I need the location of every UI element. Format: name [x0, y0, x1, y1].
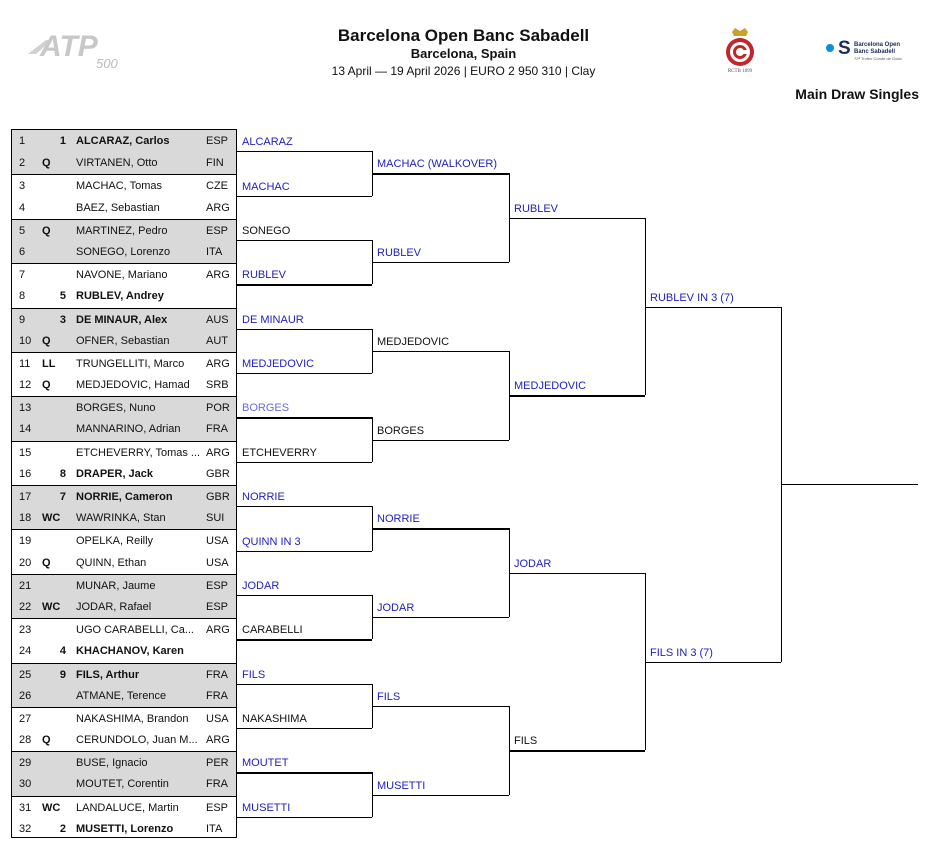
entry-seed: 1: [59, 135, 66, 147]
entry-name: JODAR, Rafael: [76, 600, 152, 613]
bracket-line: [237, 417, 372, 418]
sabadell-logo-small: 72ª Trofeo Conde de Godo: [854, 56, 902, 61]
entry-number: 14: [19, 423, 32, 436]
entry-nationality: ESP: [206, 135, 229, 147]
bracket-line: [645, 307, 781, 308]
entry-number: 32: [19, 822, 32, 835]
entry-row: [12, 130, 236, 152]
entry-status: Q: [42, 379, 51, 392]
entry-nationality: ARG: [206, 269, 230, 282]
entry-seed: 4: [59, 645, 66, 658]
entry-nationality: ARG: [206, 624, 230, 637]
bracket-line: [509, 218, 645, 219]
entry-name: VIRTANEN, Otto: [76, 157, 158, 170]
entry-nationality: ARG: [206, 734, 230, 747]
bracket-line: [645, 662, 781, 663]
entry-row: [12, 308, 236, 331]
round1-winner[interactable]: QUINN IN 3: [242, 535, 301, 548]
entry-name: WAWRINKA, Stan: [76, 512, 166, 525]
entry-number: 4: [19, 201, 26, 214]
round1-winner[interactable]: MACHAC: [242, 180, 290, 193]
bracket-line: [372, 617, 509, 618]
entry-row: [12, 773, 236, 795]
sabadell-logo-text: Barcelona Open Banc Sabadell: [854, 42, 901, 55]
round2-winner[interactable]: MEDJEDOVIC: [377, 335, 450, 348]
bracket-line: [509, 573, 645, 574]
banc-sabadell-logo: S Barcelona Open Banc Sabadell 72ª Trofeo Conde de Godo: [826, 40, 916, 62]
atp-level: 500: [96, 56, 118, 71]
entry-row: [12, 263, 236, 286]
bracket-line: [237, 284, 372, 285]
semifinal-winner[interactable]: RUBLEV IN 3 (7): [650, 291, 734, 304]
bracket-line: [372, 795, 509, 796]
entry-name: NAVONE, Mariano: [76, 269, 168, 282]
entry-name: MEDJEDOVIC, Hamad: [76, 379, 190, 392]
entry-number: 24: [19, 645, 32, 658]
entry-name: DE MINAUR, Alex: [76, 313, 168, 326]
entry-row: [12, 152, 236, 174]
entry-name: KHACHANOV, Karen: [76, 645, 184, 658]
entry-name: MUNAR, Jaume: [76, 579, 156, 592]
round1-winner[interactable]: MUSETTI: [242, 801, 291, 814]
entry-row: [12, 618, 236, 641]
entry-nationality: GBR: [206, 491, 230, 503]
entry-row: [12, 507, 236, 529]
sabadell-dot-icon: [826, 44, 834, 52]
entry-name: DRAPER, Jack: [76, 467, 154, 480]
entry-row: [12, 241, 236, 263]
entry-nationality: ARG: [206, 446, 230, 459]
entry-name: NORRIE, Cameron: [76, 491, 173, 503]
quarterfinal-winner[interactable]: FILS: [514, 735, 538, 748]
entry-nationality: CZE: [206, 180, 228, 193]
entry-name: OPELKA, Reilly: [76, 535, 154, 548]
entry-name: OFNER, Sebastian: [76, 334, 170, 347]
bracket-line: [237, 196, 372, 197]
entry-name: MUSETTI, Lorenzo: [76, 822, 174, 835]
round1-winner[interactable]: ALCARAZ: [242, 136, 293, 149]
tournament-location: Barcelona, Spain: [410, 46, 517, 61]
entry-row: [12, 219, 236, 242]
entry-nationality: FRA: [206, 668, 228, 681]
round2-winner[interactable]: NORRIE: [377, 513, 420, 526]
entry-number: 21: [19, 579, 32, 592]
entry-row: [12, 729, 236, 751]
round1-winner[interactable]: ETCHEVERRY: [242, 446, 317, 459]
entry-number: 7: [19, 269, 26, 282]
entry-status: Q: [42, 556, 51, 569]
entry-nationality: USA: [206, 535, 229, 548]
entry-row: [12, 441, 236, 464]
round2-winner[interactable]: BORGES: [377, 424, 425, 437]
entry-name: ATMANE, Terence: [76, 689, 167, 702]
entry-row: [12, 663, 236, 686]
entry-number: 8: [19, 290, 26, 303]
entry-number: 1: [19, 135, 26, 147]
entry-row: [12, 330, 236, 352]
entry-number: 16: [19, 467, 32, 480]
bracket-line: [237, 684, 372, 685]
entry-number: 26: [19, 689, 32, 702]
entry-name: FILS, Arthur: [76, 668, 140, 681]
entry-name: UGO CARABELLI, Ca...: [76, 624, 194, 637]
round2-winner[interactable]: JODAR: [377, 602, 415, 615]
bracket-line: [237, 329, 372, 330]
entry-row: [12, 485, 236, 508]
draw-type-label: Main Draw Singles: [795, 86, 919, 102]
bracket-line: [509, 395, 645, 396]
entry-status: Q: [42, 224, 51, 237]
entry-number: 9: [19, 313, 26, 326]
entry-row: [12, 374, 236, 396]
entry-seed: 7: [59, 491, 66, 503]
entry-name: MARTINEZ, Pedro: [76, 224, 168, 237]
round1-winner[interactable]: DE MINAUR: [242, 313, 304, 326]
rctb-club-crest: [722, 28, 758, 76]
bracket-line: [372, 173, 509, 174]
entry-nationality: GBR: [206, 467, 230, 480]
entry-number: 22: [19, 600, 32, 613]
entry-nationality: USA: [206, 556, 229, 569]
quarterfinal-winner[interactable]: RUBLEV: [514, 202, 559, 215]
entry-row: [12, 197, 236, 219]
bracket-line: [237, 240, 372, 241]
entry-name: ETCHEVERRY, Tomas ...: [76, 446, 201, 459]
entry-nationality: AUS: [206, 313, 229, 326]
bracket-line: [237, 151, 372, 152]
bracket-line: [237, 506, 372, 507]
entry-name: MANNARINO, Adrian: [76, 423, 181, 436]
entry-row: [12, 174, 236, 197]
entry-row: [12, 552, 236, 574]
entry-name: CERUNDOLO, Juan M...: [76, 734, 198, 747]
entry-row: [12, 818, 236, 840]
entry-number: 19: [19, 535, 32, 548]
entry-number: 25: [19, 668, 32, 681]
entry-status: WC: [42, 512, 61, 525]
bracket-line: [237, 772, 372, 773]
tournament-title: Barcelona Open Banc Sabadell: [337, 26, 590, 45]
round1-winner[interactable]: MOUTET: [242, 757, 289, 770]
entry-status: WC: [42, 600, 61, 613]
entry-nationality: ARG: [206, 357, 230, 370]
entry-number: 18: [19, 512, 32, 525]
entry-seed: 3: [59, 313, 66, 326]
round1-winner[interactable]: RUBLEV: [242, 269, 287, 282]
entry-seed: 8: [59, 467, 66, 480]
rctb-label: RCTB 1899: [727, 69, 753, 74]
round2-winner[interactable]: MUSETTI: [377, 779, 426, 792]
entry-number: 3: [19, 180, 26, 193]
entry-nationality: USA: [206, 712, 229, 725]
bracket-line: [781, 484, 918, 485]
entry-name: BORGES, Nuno: [76, 402, 156, 415]
entry-nationality: SUI: [206, 512, 225, 525]
bracket-line: [237, 551, 372, 552]
bracket-line: [509, 750, 645, 751]
entry-number: 13: [19, 402, 32, 415]
entry-number: 10: [19, 334, 32, 347]
entry-name: RUBLEV, Andrey: [76, 290, 164, 303]
entry-row: [12, 352, 236, 375]
entry-nationality: ESP: [206, 579, 229, 592]
entry-status: Q: [42, 334, 51, 347]
entry-nationality: ITA: [206, 822, 223, 835]
quarterfinal-winner[interactable]: MEDJEDOVIC: [514, 380, 587, 393]
entry-row: [12, 751, 236, 774]
bracket-line: [372, 351, 509, 352]
semifinal-winner[interactable]: FILS IN 3 (7): [650, 646, 713, 659]
entry-number: 15: [19, 446, 32, 459]
entry-row: [12, 596, 236, 618]
entry-status: WC: [42, 801, 61, 814]
bracket-line: [237, 728, 372, 729]
entry-number: 23: [19, 624, 32, 637]
entry-row: [12, 707, 236, 730]
bracket-line: [237, 373, 372, 374]
round1-winner[interactable]: JODAR: [242, 579, 280, 592]
entry-name: MOUTET, Corentin: [76, 778, 169, 791]
round1-winner[interactable]: FILS: [242, 668, 266, 681]
quarterfinal-winner[interactable]: JODAR: [514, 557, 552, 570]
entry-name: LANDALUCE, Martin: [76, 801, 179, 814]
entry-seed: 9: [59, 668, 66, 681]
entry-nationality: ARG: [206, 201, 230, 214]
bracket-line: [237, 462, 372, 463]
entry-number: 12: [19, 379, 32, 392]
round2-winner[interactable]: MACHAC (WALKOVER): [377, 158, 497, 171]
round1-winner[interactable]: NAKASHIMA: [242, 713, 307, 726]
entry-name: BAEZ, Sebastian: [76, 201, 160, 214]
entry-nationality: ESP: [206, 801, 229, 814]
entry-number: 28: [19, 734, 32, 747]
bracket-line: [237, 595, 372, 596]
tournament-info: 13 April — 19 April 2026 | EURO 2 950 310 | Clay: [331, 64, 596, 78]
entry-number: 17: [19, 491, 32, 503]
entry-row: [12, 685, 236, 707]
entry-row: [12, 285, 236, 307]
round1-winner[interactable]: NORRIE: [242, 491, 285, 504]
entry-name: BUSE, Ignacio: [76, 757, 148, 770]
entry-number: 20: [19, 556, 32, 569]
entry-status: LL: [42, 357, 56, 370]
entry-row: [12, 418, 236, 440]
entry-number: 2: [19, 157, 26, 170]
entry-number: 5: [19, 224, 26, 237]
entry-row: [12, 529, 236, 552]
entry-row: [12, 574, 236, 597]
entry-row: [12, 796, 236, 819]
entry-nationality: FRA: [206, 778, 228, 791]
entry-name: QUINN, Ethan: [76, 556, 147, 569]
entry-seed: 5: [59, 290, 66, 303]
entry-nationality: FRA: [206, 689, 228, 702]
round2-winner[interactable]: RUBLEV: [377, 247, 422, 260]
entry-name: TRUNGELLITI, Marco: [76, 357, 185, 370]
entry-nationality: ESP: [206, 600, 229, 613]
entry-nationality: AUT: [206, 334, 228, 347]
entry-nationality: SRB: [206, 379, 229, 392]
entry-name: NAKASHIMA, Brandon: [76, 712, 189, 725]
entry-number: 29: [19, 757, 32, 770]
entry-nationality: ITA: [206, 245, 223, 258]
entry-nationality: POR: [206, 402, 230, 415]
bracket-line: [372, 706, 509, 707]
atp-logo-text: ATP: [40, 30, 98, 63]
bracket-line: [237, 639, 372, 640]
entry-number: 30: [19, 778, 32, 791]
entry-number: 11: [19, 357, 31, 370]
bracket-line: [372, 440, 509, 441]
round1-winner[interactable]: BORGES: [242, 402, 290, 415]
entry-row: [12, 396, 236, 419]
entry-nationality: ESP: [206, 224, 229, 237]
bracket-line: [237, 817, 372, 818]
entry-status: Q: [42, 157, 51, 170]
entry-row: [12, 640, 236, 662]
bracket-line: [372, 528, 509, 529]
entry-name: SONEGO, Lorenzo: [76, 245, 171, 258]
entry-nationality: PER: [206, 757, 229, 770]
round1-winner[interactable]: MEDJEDOVIC: [242, 358, 315, 371]
entry-name: MACHAC, Tomas: [76, 180, 162, 193]
entry-number: 6: [19, 245, 26, 258]
entry-list: [11, 129, 237, 838]
round1-winner[interactable]: SONEGO: [242, 224, 291, 237]
round1-winner[interactable]: CARABELLI: [242, 624, 303, 637]
round2-winner[interactable]: FILS: [377, 690, 401, 703]
bracket-line: [372, 262, 509, 263]
entry-number: 27: [19, 712, 32, 725]
entry-number: 31: [19, 801, 32, 814]
entry-nationality: FIN: [206, 157, 224, 170]
entry-name: ALCARAZ, Carlos: [76, 135, 170, 147]
entry-status: Q: [42, 734, 51, 747]
entry-nationality: FRA: [206, 423, 228, 436]
entry-seed: 2: [59, 822, 66, 835]
entry-row: [12, 463, 236, 485]
